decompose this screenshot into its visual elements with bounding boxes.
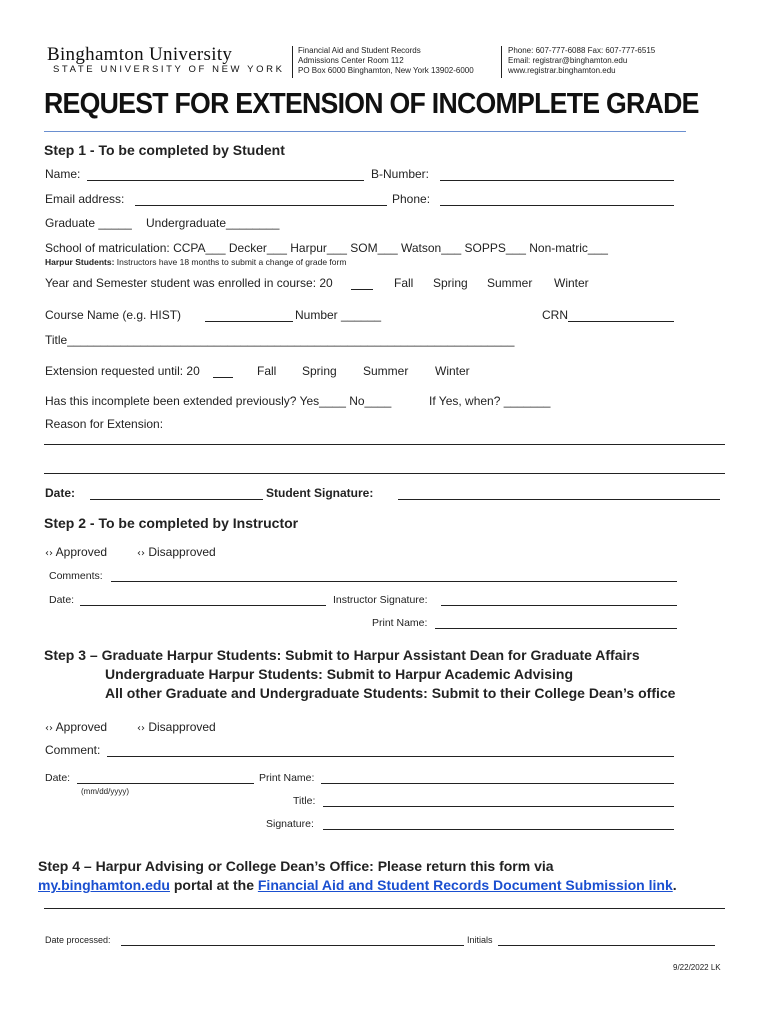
university-logo-subtitle: STATE UNIVERSITY OF NEW YORK — [53, 64, 285, 75]
step2-heading: Step 2 - To be completed by Instructor — [44, 515, 299, 531]
harpur-note — [45, 257, 346, 267]
instructor-print-name-label: Print Name: — [372, 617, 428, 629]
dean-approved-label: Approved — [55, 720, 108, 734]
radio-icon: ‹› — [137, 723, 145, 734]
form-version: 9/22/2022 LK — [673, 963, 721, 972]
email-label: Email address: — [45, 192, 125, 206]
dean-date-field[interactable] — [77, 783, 254, 784]
season-winter[interactable]: Winter — [554, 276, 589, 290]
step4-end-text: . — [672, 877, 677, 893]
season-fall[interactable]: Fall — [394, 276, 414, 290]
extension-until-label: Extension requested until: 20 — [45, 364, 200, 378]
dean-date-format-hint: (mm/dd/yyyy) — [81, 787, 129, 796]
school-of-matriculation[interactable]: School of matriculation: CCPA___ Decker___ Harpur___ SOM___ Watson___ SOPPS___ Non-matric___ — [45, 241, 608, 255]
extension-season-winter[interactable]: Winter — [435, 364, 470, 378]
step3-line-2: Undergraduate Harpur Students: Submit to Harpur Academic Advising — [105, 666, 574, 682]
harpur-note-label: Harpur Students: — [45, 257, 115, 267]
extension-year-field[interactable] — [213, 377, 233, 378]
instructor-comments-label: Comments: — [49, 570, 103, 582]
header-divider-1 — [292, 46, 293, 78]
radio-icon: ‹› — [45, 723, 53, 734]
student-date-label: Date: — [45, 486, 76, 500]
office-address — [298, 46, 474, 76]
email-field[interactable] — [135, 205, 387, 206]
dean-signature-field[interactable] — [323, 829, 674, 830]
extension-season-fall[interactable]: Fall — [257, 364, 277, 378]
name-field[interactable] — [87, 180, 364, 181]
if-yes-when[interactable]: If Yes, when? _______ — [429, 394, 551, 408]
reason-label: Reason for Extension: — [45, 417, 164, 431]
name-label: Name: — [45, 167, 81, 181]
student-signature-field[interactable] — [398, 499, 720, 500]
extended-previously[interactable]: Has this incomplete been extended previously? Yes____ No____ — [45, 394, 392, 408]
step3-line-3: All other Graduate and Undergraduate Students: Submit to their College Dean’s office — [105, 685, 676, 701]
extension-season-spring[interactable]: Spring — [302, 364, 337, 378]
radio-icon: ‹› — [45, 548, 53, 559]
dean-approved-option[interactable] — [45, 720, 107, 734]
instructor-disapproved-label: Disapproved — [148, 545, 216, 559]
header-divider-2 — [501, 46, 502, 78]
step3-line-1: Step 3 – Graduate Harpur Students: Submit to Harpur Assistant Dean for Graduate Affairs — [44, 647, 640, 663]
date-processed-field[interactable] — [121, 945, 464, 946]
undergraduate-option[interactable]: Undergraduate________ — [146, 216, 280, 230]
document-submission-link[interactable]: Financial Aid and Student Records Document Submission link — [257, 877, 673, 893]
step4-divider — [44, 908, 725, 909]
season-spring[interactable]: Spring — [433, 276, 468, 290]
dean-disapproved-option[interactable] — [137, 720, 216, 734]
step4-line-2 — [38, 877, 677, 893]
crn-label: CRN — [542, 308, 568, 322]
reason-field-line-2[interactable] — [44, 473, 725, 474]
course-name-label: Course Name (e.g. HIST) — [45, 308, 182, 322]
graduate-option[interactable]: Graduate _____ — [45, 216, 132, 230]
radio-icon: ‹› — [137, 548, 145, 559]
course-name-field[interactable] — [205, 321, 293, 322]
contact-website: www.registrar.binghamton.edu — [508, 66, 616, 75]
instructor-signature-field[interactable] — [441, 605, 677, 606]
instructor-comments-field[interactable] — [111, 581, 677, 582]
date-processed-label: Date processed: — [45, 935, 111, 945]
my-binghamton-link[interactable]: my.binghamton.edu — [38, 877, 170, 893]
step4-line-1: Step 4 – Harpur Advising or College Dean’s Office: Please return this form via — [38, 858, 554, 874]
initials-label: Initials — [467, 935, 493, 945]
instructor-date-field[interactable] — [80, 605, 326, 606]
dean-disapproved-label: Disapproved — [148, 720, 216, 734]
instructor-print-name-field[interactable] — [435, 628, 677, 629]
phone-label: Phone: — [392, 192, 431, 206]
step4-mid-text: portal at the — [169, 877, 258, 893]
form-title: REQUEST FOR EXTENSION OF INCOMPLETE GRADE — [44, 88, 699, 120]
harpur-note-text: Instructors have 18 months to submit a change of grade form — [114, 257, 347, 267]
dean-signature-label: Signature: — [266, 818, 314, 830]
dean-date-label: Date: — [45, 772, 71, 784]
instructor-disapproved-option[interactable] — [137, 545, 216, 559]
dean-comment-field[interactable] — [107, 756, 674, 757]
dean-title-label: Title: — [293, 795, 316, 807]
dean-print-name-label: Print Name: — [259, 772, 315, 784]
step1-heading: Step 1 - To be completed by Student — [44, 142, 285, 158]
student-signature-label: Student Signature: — [266, 486, 374, 500]
dean-print-name-field[interactable] — [321, 783, 674, 784]
office-line-1: Financial Aid and Student Records — [298, 46, 421, 55]
bnumber-field[interactable] — [440, 180, 674, 181]
course-number-field[interactable]: Number ______ — [295, 308, 382, 322]
instructor-date-label: Date: — [49, 594, 75, 606]
student-date-field[interactable] — [90, 499, 263, 500]
year-field[interactable] — [351, 289, 373, 290]
university-logo-name: Binghamton University — [47, 44, 233, 65]
office-contact — [508, 46, 655, 76]
instructor-approved-label: Approved — [55, 545, 108, 559]
year-semester-label: Year and Semester student was enrolled in course: 20 — [45, 276, 333, 290]
course-title-field[interactable]: Title___________________________________________________________________ — [45, 333, 515, 347]
contact-email: Email: registrar@binghamton.edu — [508, 56, 628, 65]
contact-phone: Phone: 607-777-6088 Fax: 607-777-6515 — [508, 46, 656, 55]
instructor-approved-option[interactable] — [45, 545, 107, 559]
bnumber-label: B-Number: — [371, 167, 430, 181]
dean-title-field[interactable] — [323, 806, 674, 807]
phone-field[interactable] — [440, 205, 674, 206]
extension-season-summer[interactable]: Summer — [363, 364, 409, 378]
instructor-signature-label: Instructor Signature: — [333, 594, 428, 606]
initials-field[interactable] — [498, 945, 715, 946]
office-line-3: PO Box 6000 Binghamton, New York 13902-6000 — [298, 66, 474, 75]
reason-field-line-1[interactable] — [44, 444, 725, 445]
season-summer[interactable]: Summer — [487, 276, 533, 290]
office-line-2: Admissions Center Room 112 — [298, 56, 404, 65]
title-underline — [44, 131, 686, 132]
crn-field[interactable] — [568, 321, 674, 322]
dean-comment-label: Comment: — [45, 743, 101, 757]
